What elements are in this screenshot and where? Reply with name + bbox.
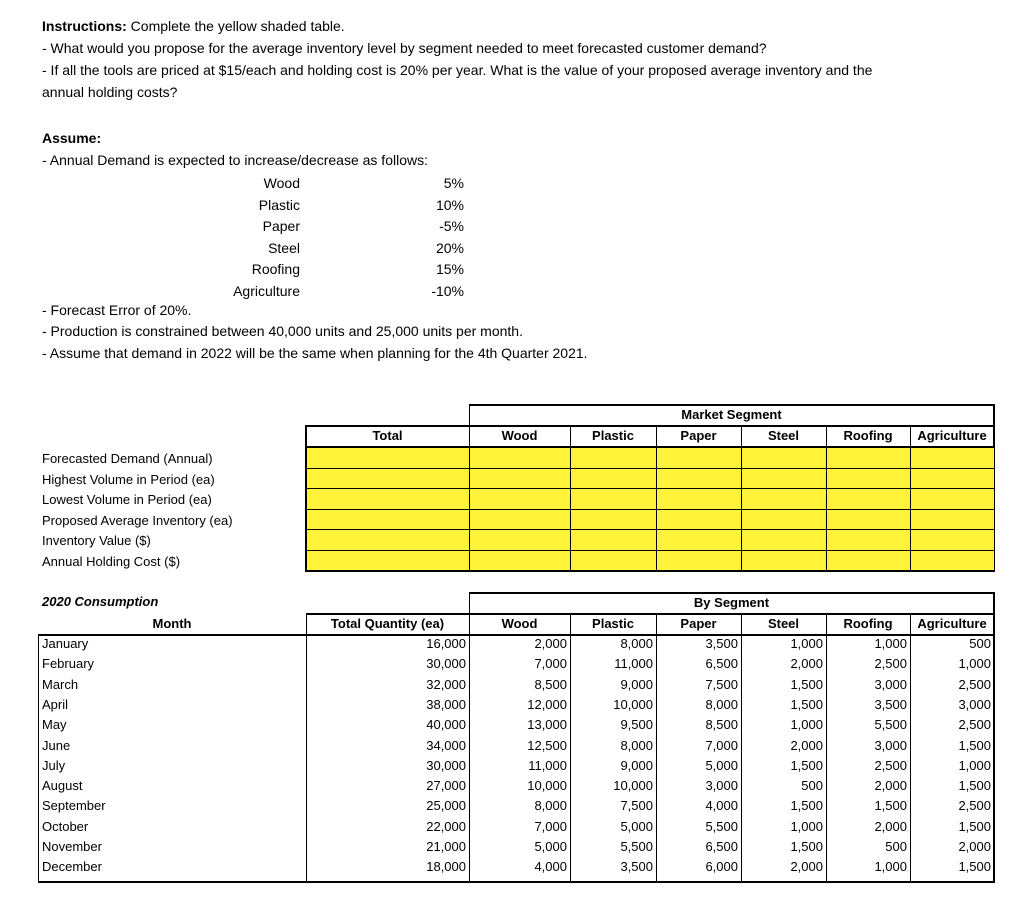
- table-cell: 1,500: [790, 839, 823, 854]
- column-header-roofing: Roofing: [843, 428, 893, 443]
- table-cell: 8,000: [620, 636, 653, 651]
- table-cell: 7,000: [534, 818, 567, 834]
- table-cell: 7,000: [534, 656, 567, 672]
- month-label: March: [42, 676, 79, 692]
- table-cell: 16,000: [426, 636, 466, 651]
- table-cell: 10,000: [527, 778, 567, 794]
- table-border: [38, 634, 39, 882]
- plan-input-cell[interactable]: [657, 469, 742, 490]
- table-cell: 5,500: [705, 818, 738, 834]
- plan-input-cell[interactable]: [470, 530, 571, 551]
- by-segment-header: By Segment: [693, 595, 770, 610]
- table-cell: 11,000: [528, 757, 567, 773]
- column-header: Agriculture: [917, 616, 987, 631]
- table-cell: 13,000: [527, 717, 567, 733]
- table-cell: 6,000: [705, 859, 738, 875]
- table-cell: 3,500: [705, 636, 738, 651]
- table-cell: 40,000: [426, 717, 466, 733]
- table-cell: 30,000: [426, 656, 466, 672]
- table-cell: 5,500: [874, 717, 907, 733]
- table-cell: 1,000: [790, 818, 823, 834]
- plan-input-cell[interactable]: [911, 510, 995, 531]
- demand-change-segment: Plastic: [258, 196, 300, 213]
- plan-row-label: Lowest Volume in Period (ea): [42, 492, 212, 507]
- demand-change-segment: Paper: [262, 218, 300, 234]
- plan-input-cell[interactable]: [742, 510, 827, 531]
- table-cell: 1,500: [790, 696, 823, 712]
- table-cell: 7,500: [705, 676, 738, 692]
- plan-input-cell[interactable]: [911, 551, 995, 572]
- table-cell: 8,000: [534, 798, 567, 814]
- table-cell: 6,500: [705, 839, 738, 854]
- table-cell: 3,000: [874, 676, 907, 692]
- table-cell: 3,000: [705, 778, 738, 794]
- table-cell: 500: [885, 839, 907, 854]
- table-cell: 2,000: [790, 859, 823, 875]
- plan-input-cell[interactable]: [742, 551, 827, 572]
- month-label: May: [42, 717, 67, 733]
- table-cell: 2,000: [534, 636, 567, 651]
- demand-change-pct: 15%: [435, 261, 464, 277]
- table-cell: 1,500: [958, 778, 991, 794]
- plan-input-cell[interactable]: [307, 469, 470, 490]
- table-cell: 12,000: [527, 696, 567, 712]
- table-cell: 7,500: [620, 798, 653, 814]
- table-cell: 1,500: [958, 737, 991, 753]
- table-cell: 25,000: [426, 798, 466, 814]
- table-cell: 3,000: [874, 737, 907, 753]
- month-label: June: [42, 737, 71, 753]
- month-label: November: [42, 839, 102, 854]
- table-cell: 500: [969, 636, 991, 651]
- table-cell: 2,500: [874, 757, 907, 773]
- table-cell: 5,000: [620, 818, 653, 834]
- table-cell: 22,000: [426, 818, 466, 834]
- demand-change-pct: 10%: [435, 196, 464, 213]
- table-cell: 34,000: [426, 737, 466, 753]
- plan-input-cell[interactable]: [571, 510, 657, 531]
- table-cell: 9,000: [620, 757, 653, 773]
- table-cell: 5,500: [620, 839, 653, 854]
- column-header: Steel: [767, 616, 800, 631]
- plan-input-cell[interactable]: [657, 489, 742, 510]
- plan-input-cell[interactable]: [307, 551, 470, 572]
- plan-input-cell[interactable]: [827, 551, 911, 572]
- table-cell: 3,000: [958, 696, 991, 712]
- table-cell: 1,500: [790, 676, 823, 692]
- month-label: July: [42, 757, 66, 773]
- plan-input-cell[interactable]: [911, 489, 995, 510]
- plan-input-cell[interactable]: [470, 551, 571, 572]
- plan-input-cell[interactable]: [571, 530, 657, 551]
- assume-production: - Production is constrained between 40,000 units and 25,000 units per month.: [42, 323, 523, 339]
- table-cell: 1,500: [874, 798, 907, 814]
- month-label: October: [42, 818, 89, 834]
- assume-forecast-error: - Forecast Error of 20%.: [42, 302, 192, 318]
- table-cell: 8,000: [705, 696, 738, 712]
- table-cell: 8,000: [620, 737, 653, 753]
- table-cell: 9,000: [620, 676, 653, 692]
- plan-input-cell[interactable]: [827, 510, 911, 531]
- table-cell: 3,500: [620, 859, 653, 875]
- table-cell: 21,000: [426, 839, 466, 854]
- table-border: [306, 570, 995, 572]
- month-label: August: [42, 778, 83, 794]
- plan-input-cell[interactable]: [470, 448, 571, 469]
- plan-input-cell[interactable]: [742, 489, 827, 510]
- plan-input-cell[interactable]: [911, 448, 995, 469]
- column-header-steel: Steel: [767, 428, 800, 443]
- column-header-paper: Paper: [680, 428, 717, 443]
- table-cell: 10,000: [613, 696, 653, 712]
- table-cell: 38,000: [426, 696, 466, 712]
- plan-input-cell[interactable]: [827, 469, 911, 490]
- assume-title: Assume:: [42, 130, 102, 146]
- table-cell: 2,000: [958, 839, 991, 854]
- instructions-text: Complete the yellow shaded table.: [126, 18, 345, 34]
- plan-input-cell[interactable]: [307, 530, 470, 551]
- column-header: Paper: [680, 616, 717, 631]
- plan-input-cell[interactable]: [470, 510, 571, 531]
- table-cell: 18,000: [426, 859, 466, 875]
- table-cell: 2,500: [958, 717, 991, 733]
- table-cell: 12,500: [527, 737, 567, 753]
- table-cell: 7,000: [705, 737, 738, 753]
- month-label: February: [42, 656, 95, 672]
- table-cell: 1,000: [874, 636, 907, 651]
- plan-input-cell[interactable]: [470, 489, 571, 510]
- plan-input-cell[interactable]: [307, 448, 470, 469]
- table-cell: 10,000: [613, 778, 653, 794]
- table-cell: 1,000: [958, 656, 991, 672]
- plan-input-cell[interactable]: [307, 489, 470, 510]
- table-cell: 2,000: [790, 656, 823, 672]
- instructions-line-3: - If all the tools are priced at $15/each and holding cost is 20% per year. What is the value of your proposed average inventory and the: [42, 62, 873, 78]
- consumption-title: 2020 Consumption: [42, 594, 159, 609]
- table-border: [993, 592, 995, 882]
- assume-demand-intro: - Annual Demand is expected to increase/decrease as follows:: [42, 152, 428, 168]
- table-cell: 2,000: [874, 818, 907, 834]
- table-border: [469, 404, 994, 406]
- month-label: April: [42, 696, 69, 712]
- demand-change-segment: Roofing: [251, 261, 300, 277]
- table-cell: 2,000: [790, 737, 823, 753]
- plan-input-cell[interactable]: [657, 448, 742, 469]
- table-cell: 1,500: [790, 757, 823, 773]
- table-cell: 2,500: [874, 656, 907, 672]
- month-label: January: [42, 636, 89, 651]
- column-header-plastic: Plastic: [592, 428, 634, 443]
- plan-row-label: Annual Holding Cost ($): [42, 553, 181, 569]
- plan-row-label: Inventory Value ($): [42, 533, 151, 548]
- table-cell: 1,500: [958, 859, 991, 875]
- instructions-line-1: [42, 15, 345, 37]
- plan-row-label: Forecasted Demand (Annual): [42, 451, 213, 466]
- demand-change-pct: 20%: [435, 239, 464, 256]
- table-cell: 1,000: [874, 859, 907, 875]
- column-header: Total Quantity (ea): [330, 616, 445, 631]
- table-cell: 2,500: [958, 798, 991, 814]
- plan-input-cell[interactable]: [827, 489, 911, 510]
- plan-input-cell[interactable]: [742, 530, 827, 551]
- plan-input-cell[interactable]: [657, 551, 742, 572]
- table-cell: 9,500: [620, 717, 653, 733]
- table-cell: 1,500: [958, 818, 991, 834]
- column-header-wood: Wood: [501, 428, 538, 443]
- table-cell: 5,000: [705, 757, 738, 773]
- table-cell: 1,500: [790, 798, 823, 814]
- demand-change-pct: -10%: [431, 282, 464, 299]
- market-segment-header: Market Segment: [681, 407, 782, 422]
- plan-input-cell[interactable]: [571, 489, 657, 510]
- column-header: Month: [152, 616, 192, 631]
- table-cell: 6,500: [705, 656, 738, 672]
- plan-input-cell[interactable]: [827, 448, 911, 469]
- plan-input-cell[interactable]: [571, 448, 657, 469]
- table-cell: 1,000: [958, 757, 991, 773]
- plan-input-cell[interactable]: [742, 448, 827, 469]
- table-cell: 2,000: [874, 778, 907, 794]
- plan-input-cell[interactable]: [571, 469, 657, 490]
- column-header: Roofing: [843, 616, 893, 631]
- table-border: [306, 613, 995, 615]
- table-cell: 2,500: [958, 676, 991, 692]
- table-cell: 30,000: [426, 757, 466, 773]
- table-cell: 500: [801, 778, 823, 794]
- demand-change-segment: Agriculture: [233, 282, 300, 299]
- column-header: Wood: [501, 616, 538, 631]
- column-header-agriculture: Agriculture: [917, 428, 987, 443]
- month-label: December: [42, 859, 102, 875]
- plan-row-label: Highest Volume in Period (ea): [42, 471, 215, 487]
- plan-input-cell[interactable]: [911, 530, 995, 551]
- instructions-label: Instructions:: [42, 18, 127, 34]
- plan-input-cell[interactable]: [657, 530, 742, 551]
- plan-input-cell[interactable]: [657, 510, 742, 531]
- demand-change-pct: 5%: [443, 175, 464, 191]
- assume-demand-2022: - Assume that demand in 2022 will be the same when planning for the 4th Quarter 2021.: [42, 345, 588, 361]
- table-cell: 11,000: [614, 656, 653, 672]
- table-cell: 4,000: [705, 798, 738, 814]
- table-cell: 8,500: [705, 717, 738, 733]
- table-cell: 4,000: [534, 859, 567, 875]
- demand-change-segment: Wood: [263, 175, 300, 191]
- table-border: [38, 881, 995, 883]
- table-cell: 3,500: [874, 696, 907, 712]
- table-border: [305, 425, 307, 572]
- column-header: Plastic: [592, 616, 634, 631]
- plan-input-cell[interactable]: [307, 510, 470, 531]
- table-cell: 1,000: [790, 717, 823, 733]
- table-cell: 27,000: [426, 778, 466, 794]
- plan-input-cell[interactable]: [827, 530, 911, 551]
- plan-input-cell[interactable]: [742, 469, 827, 490]
- column-header-total: Total: [372, 428, 403, 443]
- plan-input-cell[interactable]: [571, 551, 657, 572]
- instructions-line-2: - What would you propose for the average inventory level by segment needed to meet forecasted customer demand?: [42, 40, 767, 56]
- table-cell: 8,500: [534, 676, 567, 692]
- demand-change-pct: -5%: [439, 218, 464, 234]
- month-label: September: [42, 798, 106, 814]
- demand-change-segment: Steel: [268, 239, 300, 256]
- plan-input-cell[interactable]: [911, 469, 995, 490]
- plan-row-label: Proposed Average Inventory (ea): [42, 512, 233, 528]
- table-border: [306, 425, 995, 427]
- instructions-line-4: annual holding costs?: [42, 84, 178, 100]
- table-cell: 5,000: [534, 839, 567, 854]
- table-cell: 1,000: [790, 636, 823, 651]
- plan-input-cell[interactable]: [470, 469, 571, 490]
- table-cell: 32,000: [426, 676, 466, 692]
- table-border: [469, 592, 995, 594]
